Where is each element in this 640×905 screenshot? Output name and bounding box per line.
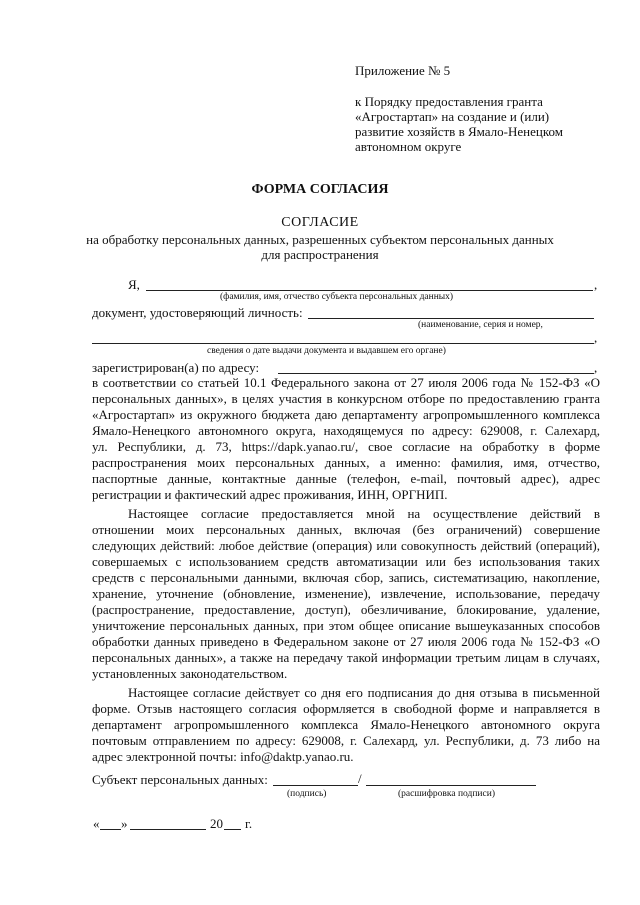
name-input-line[interactable] [146, 290, 593, 291]
signature-caption: (подпись) [287, 789, 327, 799]
paragraph3-line: департамент агропромышленного комплекса Ямало-Ненецкого автономного округа [92, 717, 600, 732]
address-comma: , [594, 360, 598, 375]
paragraph2-line: обработки данных приведено в Федеральном законе от 27 июля 2006 года № 152-ФЗ «О [92, 634, 600, 649]
document-label: документ, удостоверяющий личность: [92, 305, 303, 320]
document-caption: (наименование, серия и номер, [418, 320, 543, 330]
paragraph2-line: следующих действий: любое действие (операция) или совокупность действий (операций), [92, 538, 600, 553]
issue-caption: сведения о дате выдачи документа и выдавшем его органе) [207, 346, 446, 356]
paragraph1-line: регистрации и фактический адрес проживания, ИНН, ОРГНИП. [92, 487, 448, 502]
paragraph2-line: хранение, уточнение (обновление, изменение), извлечение, использование, передачу [92, 586, 600, 601]
signature-label: Субъект персональных данных: [92, 772, 268, 787]
appendix-line: развитие хозяйств в Ямало-Ненецком [355, 124, 563, 139]
appendix-line: к Порядку предоставления гранта [355, 94, 543, 109]
paragraph2-line: (распространение, предоставление, доступ), обезличивание, блокирование, удаление, [92, 602, 600, 617]
appendix-line: автономном округе [355, 139, 462, 154]
paragraph3-line: форме. Отзыв настоящего согласия оформляется в свободной форме и направляется в [92, 701, 600, 716]
day-input-line[interactable] [100, 829, 121, 830]
paragraph2-line: совершаемых с использованием средств автоматизации или без использования таких [92, 554, 600, 569]
consent-heading: СОГЛАСИЕ [281, 215, 359, 230]
paragraph1-line: распространения моих персональных данных, а именно: фамилия, имя, отчество, [92, 455, 600, 470]
paragraph2-line: отношении моих персональных данных, включая (без ограничений) совершение [92, 522, 600, 537]
year-suffix: г. [245, 816, 253, 831]
name-caption: (фамилия, имя, отчество субъекта персональных данных) [220, 292, 454, 302]
paragraph1-line: Ямало-Ненецкого автономного округа, находящемуся по адресу: 629008, г. Салехард, [92, 423, 600, 438]
paragraph1-line: ул. Республики, д. 73, https://dapk.yanao.ru/, свое согласие на обработку в форме [92, 439, 600, 454]
paragraph1-line: «Агростартап» из окружного бюджета даю департаменту агропромышленного комплекса [92, 407, 600, 422]
appendix-line: «Агростартап» на создание и (или) [355, 109, 550, 124]
paragraph2-line: персональных данных», а также на передачу такой информации третьим лицам в случаях, [92, 650, 600, 665]
form-title: ФОРМА СОГЛАСИЯ [251, 182, 389, 197]
consent-subheading-line: для распространения [261, 247, 379, 262]
year-input-line[interactable] [224, 829, 241, 830]
date-open-quote: « [93, 816, 100, 831]
paragraph2-line: уничтожение персональных данных, при этом общее описание вышеуказанных способов [92, 618, 600, 633]
paragraph3-line: адрес электронной почты: info@daktp.yanao.ru. [92, 749, 354, 764]
date-close-quote: » [121, 816, 128, 831]
year-prefix: 20 [210, 816, 223, 831]
document-issue-line[interactable] [92, 343, 594, 344]
paragraph3-line: почтовым отправлением по адресу: 629008, г. Салехард, ул. Республики, д. 73 либо на [92, 733, 600, 748]
month-input-line[interactable] [130, 829, 206, 830]
i-label: Я, [128, 277, 140, 292]
document-input-line[interactable] [308, 318, 594, 319]
paragraph1-line: паспортные данные, контактные данные (телефон, e-mail, почтовый адрес), адрес [92, 471, 600, 486]
paragraph1-line: персональных данных», в целях участия в конкурсном отборе по предоставлению гранта [92, 391, 600, 406]
appendix-number: Приложение № 5 [355, 63, 451, 78]
name-comma: , [594, 277, 598, 292]
transcript-input-line[interactable] [366, 785, 536, 786]
paragraph2-line: средств с персональными данными, включая сбор, запись, систематизацию, накопление, [92, 570, 600, 585]
address-input-line[interactable] [278, 373, 594, 374]
transcript-caption: (расшифровка подписи) [398, 789, 495, 799]
consent-subheading-line: на обработку персональных данных, разрешенных субъектом персональных данных [86, 232, 554, 247]
document-comma: , [594, 330, 598, 345]
signature-input-line[interactable] [273, 785, 358, 786]
signature-slash: / [358, 771, 362, 786]
paragraph1-line: в соответствии со статьей 10.1 Федерального закона от 27 июля 2006 года № 152-ФЗ «О [92, 375, 600, 390]
paragraph3-line: Настоящее согласие действует со дня его подписания до дня отзыва в письменной [128, 685, 600, 700]
paragraph2-line: Настоящее согласие предоставляется мной на осуществление действий в [128, 506, 600, 521]
paragraph2-line: установленных законодательством. [92, 666, 288, 681]
registered-label: зарегистрирован(а) по адресу: [92, 360, 260, 375]
